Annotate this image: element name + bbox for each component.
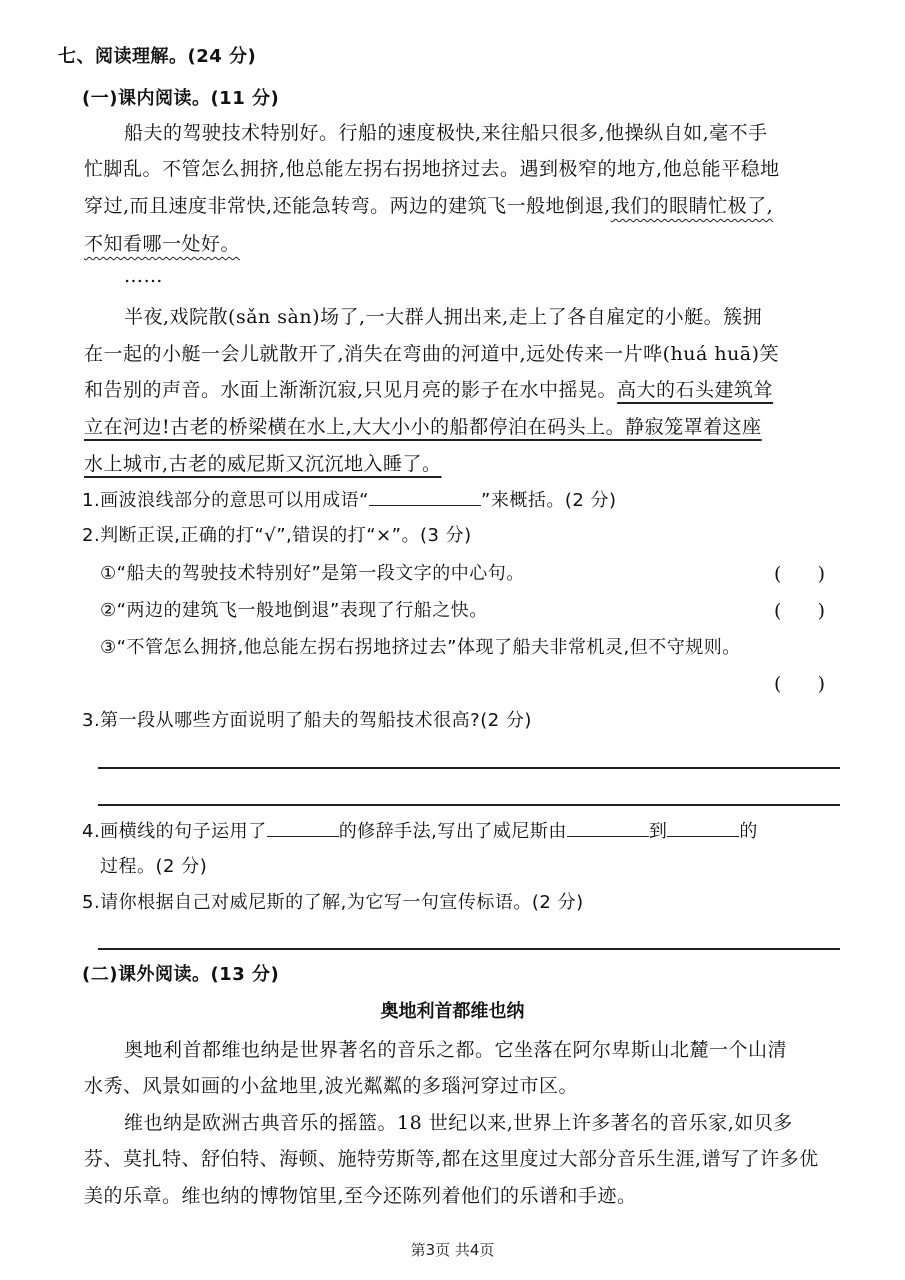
passage-line: 船夫的驾驶技术特别好。行船的速度极快,来往船只很多,他操纵自如,毫不手 xyxy=(124,122,768,144)
question-text: 的 xyxy=(739,821,758,842)
passage-line xyxy=(84,377,773,403)
passage-line xyxy=(84,414,762,440)
answer-blank[interactable] xyxy=(567,818,649,837)
article-title: 奥地利首都维也纳 xyxy=(380,1001,525,1022)
answer-blank[interactable] xyxy=(267,818,339,837)
section-heading: 七、阅读理解。(24 分) xyxy=(58,46,257,67)
underlined-text: 水上城市,古老的威尼斯又沉沉地入睡了。 xyxy=(84,453,442,475)
answer-blank[interactable] xyxy=(667,818,739,837)
question-5: 5.请你根据自己对威尼斯的了解,为它写一句宣传标语。(2 分) xyxy=(82,892,584,913)
question-text: 到 xyxy=(648,821,668,842)
answer-line[interactable] xyxy=(98,948,840,950)
wavy-underlined-text: 我们的眼睛忙极了, xyxy=(610,195,774,217)
question-4 xyxy=(82,818,758,845)
question-text: 1.画波浪线部分的意思可以用成语“ xyxy=(82,490,369,511)
answer-parentheses[interactable]: ( ) xyxy=(774,563,826,585)
answer-blank[interactable] xyxy=(369,487,481,506)
passage-line: 水秀、风景如画的小盆地里,波光粼粼的多瑙河穿过市区。 xyxy=(84,1075,579,1097)
answer-parentheses[interactable]: ( ) xyxy=(774,673,826,695)
question-text: ”来概括。(2 分) xyxy=(481,490,617,511)
passage-line: 半夜,戏院散(sǎn sàn)场了,一大群人拥出来,走上了各自雇定的小艇。簇拥 xyxy=(124,306,763,328)
passage-line: 忙脚乱。不管怎么拥挤,他总能左拐右拐地挤过去。遇到极窄的地方,他总能平稳地 xyxy=(84,158,780,180)
wavy-underlined-text: 不知看哪一处好。 xyxy=(84,233,241,255)
question-2-item-1: ①“船夫的驾驶技术特别好”是第一段文字的中心句。 xyxy=(100,563,525,584)
part2-heading: (二)课外阅读。(13 分) xyxy=(82,964,280,985)
underlined-text: 高大的石头建筑耸 xyxy=(617,379,774,401)
answer-line[interactable] xyxy=(98,804,840,806)
question-3: 3.第一段从哪些方面说明了船夫的驾船技术很高?(2 分) xyxy=(82,710,532,731)
question-text: 4.画横线的句子运用了 xyxy=(82,821,267,842)
passage-line: 芬、莫扎特、舒伯特、海顿、施特劳斯等,都在这里度过大部分音乐生涯,谱写了许多优 xyxy=(84,1148,819,1170)
question-4-cont: 过程。(2 分) xyxy=(100,856,208,877)
passage-line xyxy=(84,193,773,219)
passage-line xyxy=(84,231,240,257)
answer-line[interactable] xyxy=(98,767,840,769)
question-1 xyxy=(82,487,617,514)
passage-line: 奥地利首都维也纳是世界著名的音乐之都。它坐落在阿尔卑斯山北麓一个山清 xyxy=(124,1039,788,1061)
part1-heading: (一)课内阅读。(11 分) xyxy=(82,88,280,109)
ellipsis: …… xyxy=(124,265,163,287)
question-2-item-3: ③“不管怎么拥挤,他总能左拐右拐地挤过去”体现了船夫非常机灵,但不守规则。 xyxy=(100,637,741,658)
passage-text: 穿过,而且速度非常快,还能急转弯。两边的建筑飞一般地倒退, xyxy=(84,195,611,217)
passage-line: 维也纳是欧洲古典音乐的摇篮。18 世纪以来,世界上许多著名的音乐家,如贝多 xyxy=(124,1112,793,1134)
question-2: 2.判断正误,正确的打“√”,错误的打“×”。(3 分) xyxy=(82,525,472,546)
page-number: 第3页 共4页 xyxy=(410,1241,495,1259)
question-text: 的修辞手法,写出了威尼斯由 xyxy=(338,821,567,842)
answer-parentheses[interactable]: ( ) xyxy=(774,600,826,622)
underlined-text: 立在河边!古老的桥梁横在水上,大大小小的船都停泊在码头上。静寂笼罩着这座 xyxy=(84,416,762,438)
question-2-item-2: ②“两边的建筑飞一般地倒退”表现了行船之快。 xyxy=(100,600,488,621)
passage-line: 美的乐章。维也纳的博物馆里,至今还陈列着他们的乐谱和手迹。 xyxy=(84,1185,637,1207)
passage-line: 在一起的小艇一会儿就散开了,消失在弯曲的河道中,远处传来一片哗(huá huā)笑 xyxy=(84,343,780,365)
passage-text: 和告别的声音。水面上渐渐沉寂,只见月亮的影子在水中摇晃。 xyxy=(84,379,618,401)
passage-line xyxy=(84,451,442,477)
